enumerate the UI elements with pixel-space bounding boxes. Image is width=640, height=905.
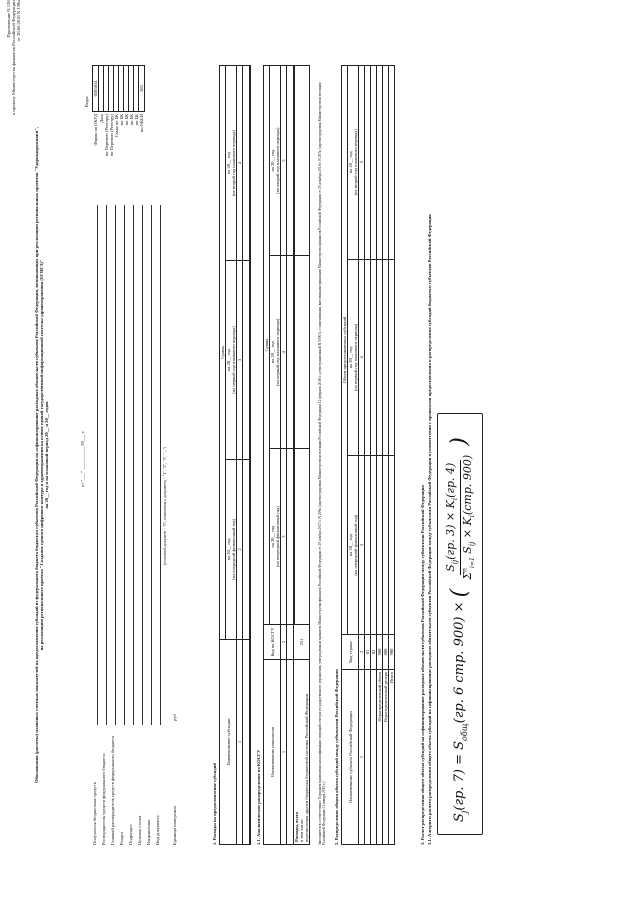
code-label: по БК	[123, 113, 129, 126]
col-num: 2	[281, 625, 287, 660]
footnote: Заполняется в соответствии с Порядком применения классификации операций сектора государственного управления, утвержденным приказом Министерства финансов Российской Федерации от 29 ноября 2017 г. N 209н (зарегистрирован Министерством юстиции Российской Федерации 12 февраля 2018 г., регистрационный N 50003), с изменениями, внесенными приказами Министерства финансов Российской Федерации от 29 декабря 2018 г. N 297н (зарегистрирован Министерством юстиции Российской Федерации 31 января 2019 г.)	[318, 82, 326, 845]
field-target-article: Целевая статья	[137, 815, 142, 845]
formula-box	[437, 413, 483, 835]
data-cell	[287, 625, 294, 660]
code-label: Форма по ОКУД	[93, 113, 98, 146]
header-year: на 20__ год (на второй год планового периода)	[270, 66, 281, 256]
header-indicator: Наименование показателя	[264, 660, 281, 845]
field-direction: Направление	[146, 819, 151, 845]
data-cell	[243, 459, 250, 639]
col-num: 3	[359, 456, 365, 635]
data-cell	[243, 66, 250, 261]
header-year: на 20__ год (на очередной финансовый год)	[348, 456, 359, 635]
row-code: 02	[371, 635, 377, 670]
row-code: 800	[383, 635, 389, 670]
data-cell	[294, 66, 310, 256]
col-num: 5	[281, 66, 287, 256]
header-year: на 20__ год (на очередной финансовый год)	[270, 449, 281, 625]
field-section: Раздел	[119, 832, 124, 845]
data-cell	[243, 640, 250, 845]
col-num: 1	[281, 660, 287, 845]
header-sum: Сумма	[220, 66, 226, 640]
field-unit: Единица измерения	[172, 806, 177, 845]
codes-header: Коды	[84, 96, 89, 107]
section1-title: 1. Расходы на предоставление субсидий	[212, 763, 217, 845]
formula-fraction: $S_{ij}(гр$. $3) \times K_i(гр$. 4) $\Sigma^n_{i=1}$ $S_{ij} \times K_i(стр$. 900)	[444, 454, 476, 580]
section1-table	[219, 65, 251, 845]
code-label: Дата	[98, 113, 104, 123]
appendix-number: Приложение N 128	[6, 0, 11, 38]
field-distributor: Распорядитель средств федерального бюджета	[101, 753, 106, 845]
code-value: 0505834	[93, 66, 99, 112]
header-year: на 20__ год (на второй год планового периода)	[348, 66, 359, 260]
formula: $S_j(гр$. $7) = S_{общ}(гр$. 6 стр. 900) × ( $S_{ij}(гр$. $3) \times K_i(гр$. 4) $\Sigma^n_{i=1}$ $S_{ij} \times K_i(стр$. 900) )	[444, 437, 476, 822]
header-sum: Сумма	[264, 66, 270, 625]
doc-type-note: (основной документ - "0"; изменения к документу - "1", "2", "3", "...")	[162, 447, 167, 565]
data-cell	[287, 66, 294, 256]
section1-1-title: 1.1. Аналитическое распределение по КОСГУ	[256, 749, 261, 845]
code-label: по БК	[128, 113, 134, 126]
col-num: 2	[359, 635, 365, 670]
header-kosgu: Код по КОСГУ	[264, 625, 281, 660]
title-line-2: на реализацию регионального проекта "Создание единого цифрового контура в здравоохранении на основе единой государственной информационной системы здравоохранения (ЕГИСЗ)"	[39, 259, 45, 651]
code-label: по Перечню (Реестру)	[103, 113, 109, 157]
header-year: на 20__ год (на первый год планового периода)	[348, 259, 359, 456]
order-date: от 28.06.2018 N 139н	[16, 0, 22, 42]
col-num: 1	[359, 670, 365, 845]
header-year: на 20__ год (на первый год планового периода)	[226, 261, 237, 459]
col-num: 3	[237, 261, 243, 459]
header-year: на 20__ год (на очередной финансовый год)	[226, 459, 237, 639]
data-cell	[294, 449, 310, 625]
section1-1-table	[263, 65, 310, 845]
code-label: по БК	[133, 113, 139, 126]
row-code: 01	[365, 635, 371, 670]
data-cell	[294, 256, 310, 449]
row-label: Итого	[389, 670, 395, 845]
document-header	[6, 0, 22, 115]
code-label: по БК	[118, 113, 124, 126]
data-cell	[389, 259, 395, 456]
code-label: по ОКЕИ	[139, 113, 144, 132]
data-cell	[243, 261, 250, 459]
field-recipient: Получатель бюджетных средств	[92, 782, 97, 845]
data-cell	[389, 456, 395, 635]
kosgu-code: 251	[294, 625, 310, 660]
row-label: Нераспределенный объем	[377, 670, 383, 845]
data-cell	[287, 256, 294, 449]
row-code: 900	[389, 635, 395, 670]
data-cell	[389, 66, 395, 260]
order-reference: к приказу Министерства финансов Российской Федерации	[11, 0, 17, 115]
fields-block	[92, 185, 210, 845]
col-num: 5	[359, 66, 365, 260]
header-volume: Объем предоставляемых субсидий	[342, 66, 348, 635]
field-subsection: Подраздел	[128, 824, 133, 845]
field-doc-type: Вид документа	[155, 815, 160, 845]
col-num: 4	[359, 259, 365, 456]
col-num: 3	[281, 449, 287, 625]
total-row-label: Расходы, всего в том числе: перечисления другим бюджетам бюджетной системы Российской Федерации	[294, 660, 310, 845]
header-subsidy-name: Наименование субсидии	[220, 640, 237, 845]
codes-box	[84, 65, 192, 165]
row-code: 900	[377, 635, 383, 670]
data-cell	[287, 660, 294, 845]
data-cell	[287, 449, 294, 625]
col-num: 1	[237, 640, 243, 845]
section3-title: 3. Расчет распределения общего объема субсидий на софинансирование расходных обязательств субъектов Российской Федерации между субъектами Российской Федерации	[420, 485, 425, 845]
code-label: по Перечню (Реестру)	[108, 113, 114, 157]
header-row-code: Код строки	[342, 635, 359, 670]
section2-table	[341, 65, 395, 845]
col-num: 2	[237, 459, 243, 639]
field-main-distributor: Главный распорядитель средств федерального бюджета	[110, 735, 115, 845]
title-line-1: Обоснования (расчеты) плановых сметных показателей на предоставление субсидий из федерального бюджета бюджетам субъектов Российской Федерации на софинансирование расходных обязательств субъектов Российской Федерации, возникающих при реализации региональных проектов "Ударнодорожники",	[34, 127, 39, 783]
header-region: Наименование субъекта Российской Федерации	[342, 670, 359, 845]
document-date: от "___" __________ 20___ г.	[80, 430, 85, 487]
code-label: Глава по БК	[113, 113, 119, 137]
header-year: на 20__ год (на первый год планового периода)	[270, 256, 281, 449]
col-num: 4	[237, 66, 243, 261]
title-line-3: на 20__ год и на плановый период 20__ и 20__ годов	[44, 401, 50, 509]
col-num: 4	[281, 256, 287, 449]
row-label: Нераспределенный резерв	[383, 670, 389, 845]
unit-value: руб	[172, 714, 177, 721]
header-year: на 20__ год (на второй год планового периода)	[226, 66, 237, 261]
section3-subtitle: 3.1. Алгоритм расчета распределения общего объема субсидий на софинансирование расходных обязательств субъектов Российской Федерации между субъектами Российской Федерации в соответствии с правилами предоставления и распределения субсидий бюджетам субъектов Российской Федерации	[427, 214, 432, 845]
section2-title: 2. Распределение общего объема субсидий между субъектами Российской Федерации	[334, 669, 339, 845]
document-title	[34, 65, 50, 845]
code-value: 383	[139, 66, 145, 112]
